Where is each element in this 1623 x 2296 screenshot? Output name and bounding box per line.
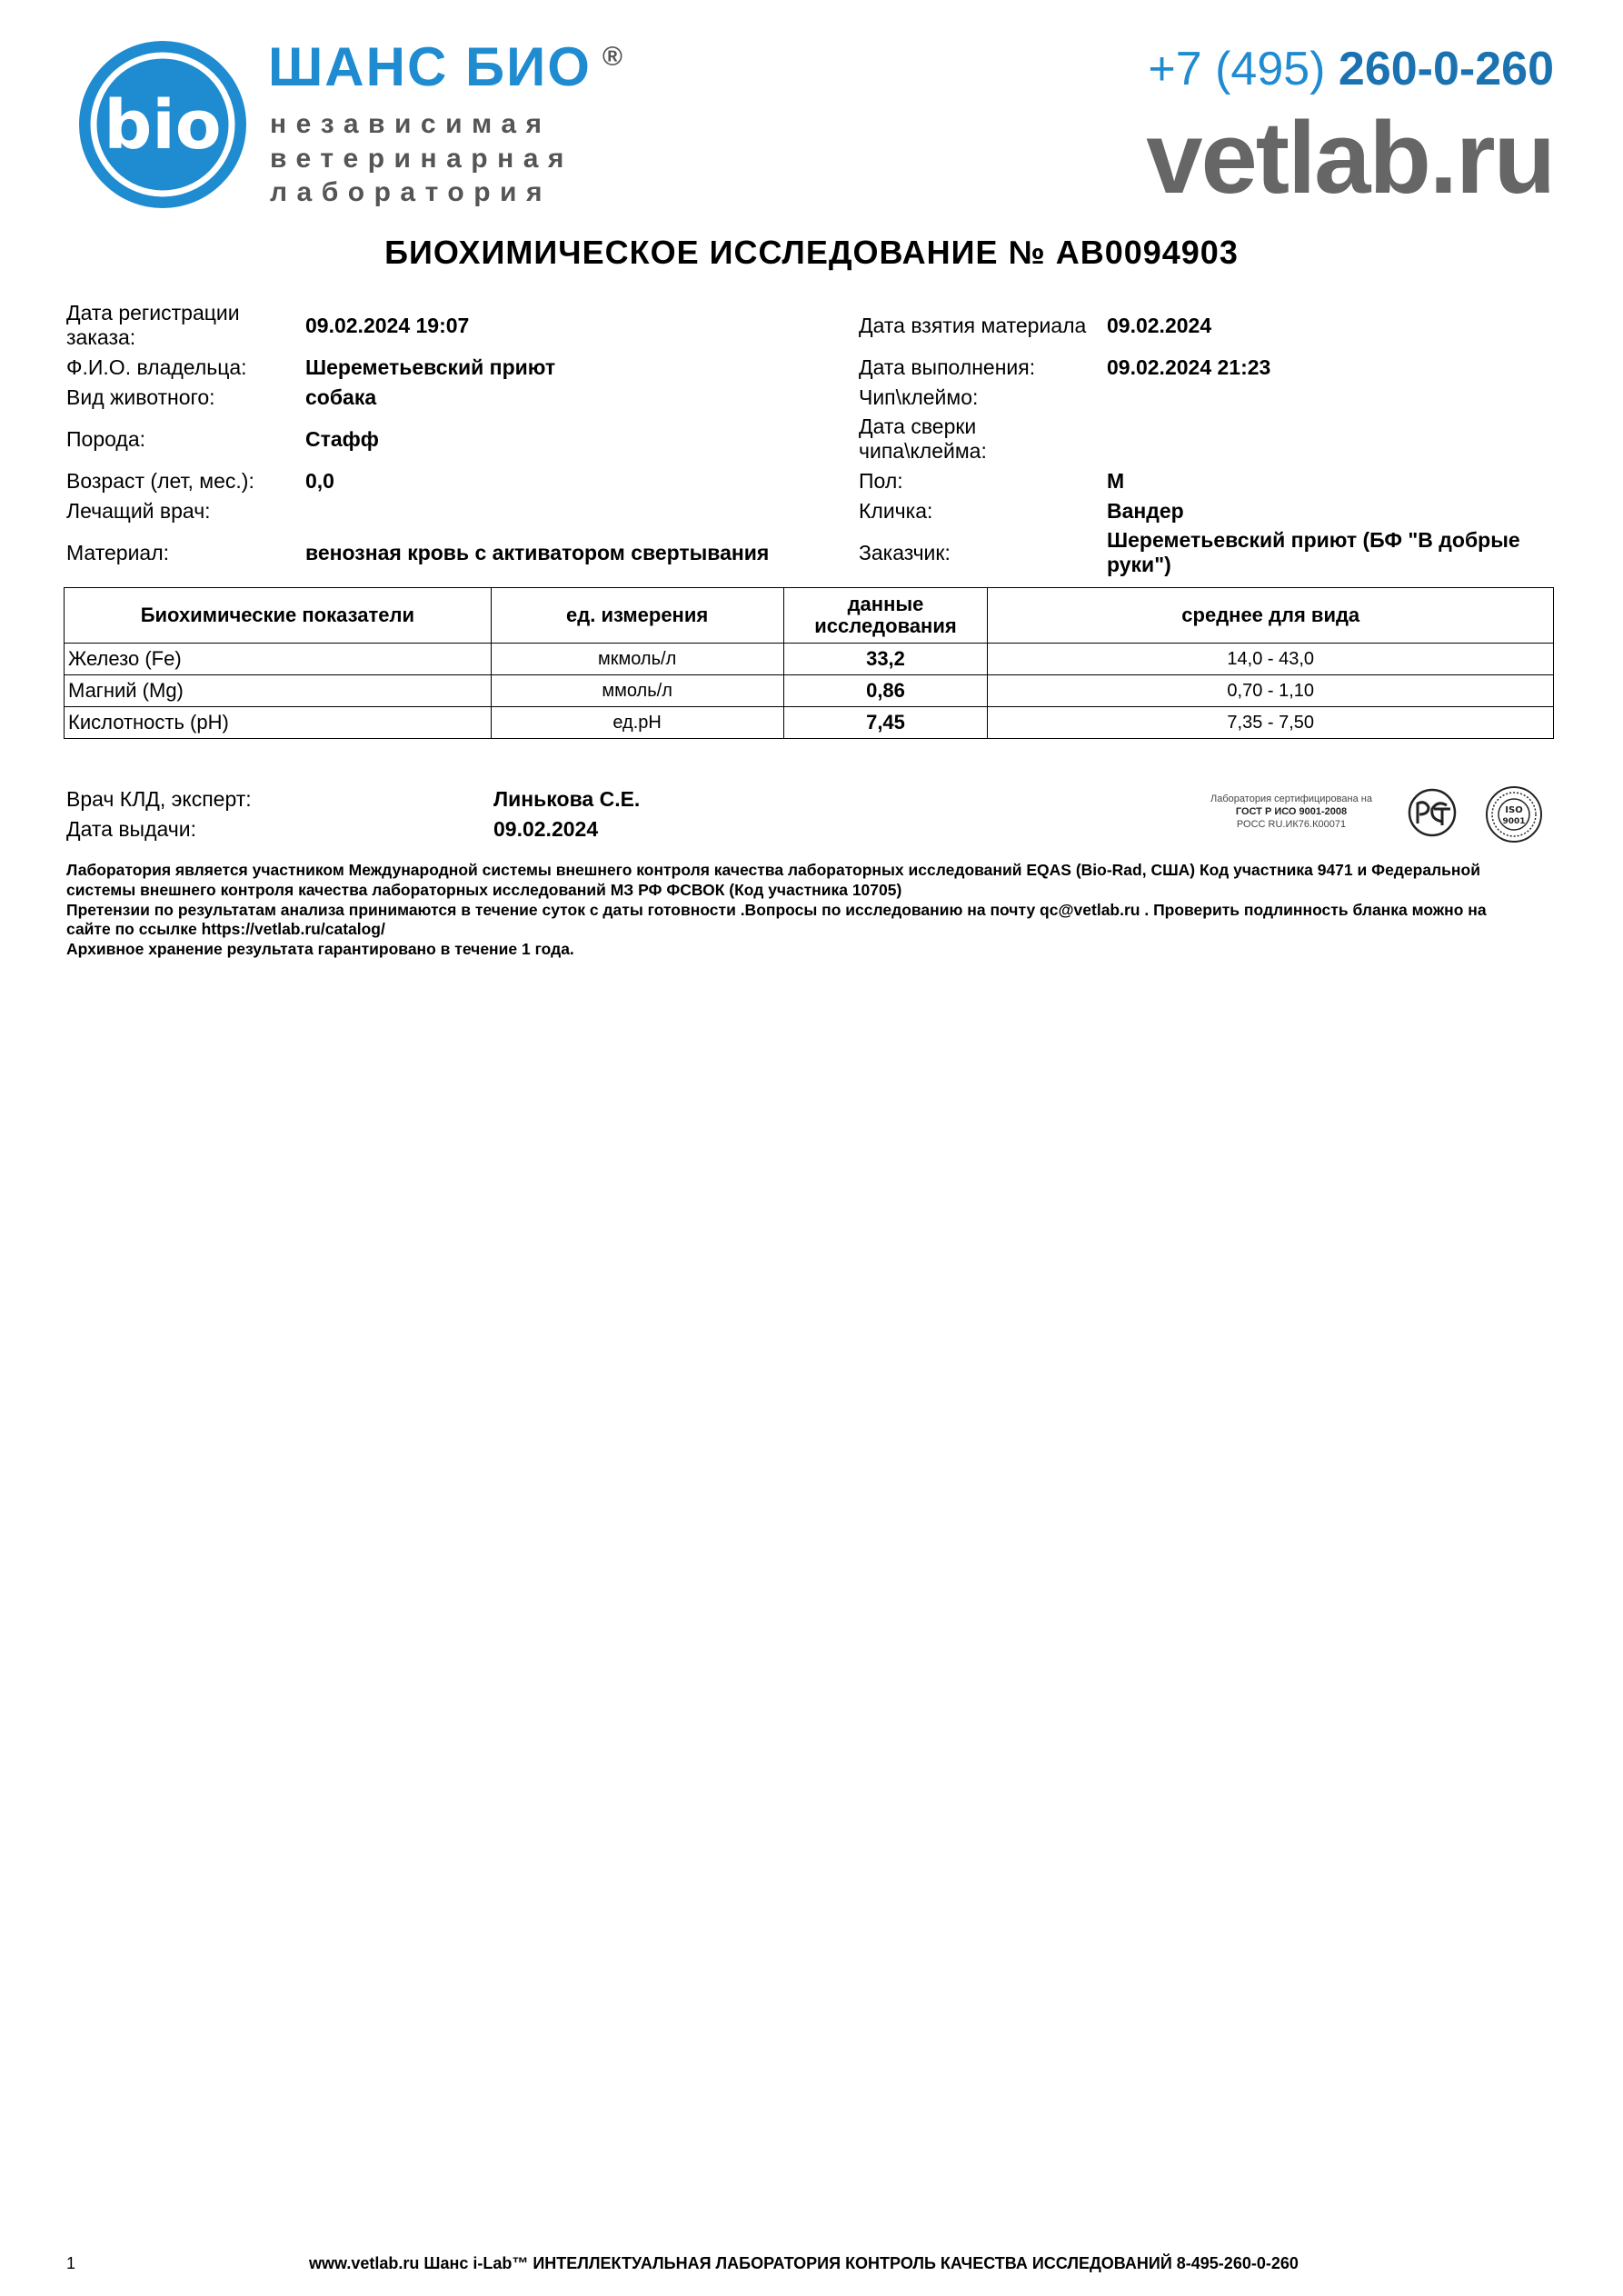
note-line: Претензии по результатам анализа принимаются в течение суток с даты готовности .Вопросы по исследованию на почту qc@vetlab.ru . Проверить подлинность бланка можно на	[66, 900, 1487, 919]
reg-date-label: Дата регистрации заказа:	[66, 301, 240, 349]
table-row	[65, 644, 1554, 675]
chip-check-label: Дата сверки чипа\клейма:	[859, 414, 987, 463]
header-param: Биохимические показатели	[65, 588, 492, 644]
param-name: Железо (Fe)	[65, 644, 492, 675]
age-value: 0,0	[305, 469, 334, 493]
doctor-label: Лечащий врач:	[66, 499, 211, 523]
pet-name-value: Вандер	[1107, 499, 1184, 523]
header-unit: ед. измерения	[491, 588, 783, 644]
customer-label: Заказчик:	[859, 541, 951, 564]
species-value: собака	[305, 385, 377, 409]
chip-label: Чип\клеймо:	[859, 385, 979, 409]
done-date-value: 09.02.2024 21:23	[1107, 355, 1271, 379]
param-value: 0,86	[783, 675, 988, 707]
site-link[interactable]: vetlab.ru	[1146, 101, 1554, 215]
brand-tagline-2: ветеринарная	[270, 144, 573, 174]
rst-mark-icon	[1407, 787, 1458, 838]
phone-number[interactable]: +7 (495) 260-0-260	[1148, 43, 1554, 95]
owner-label: Ф.И.О. владельца:	[66, 355, 247, 379]
issue-date-value: 09.02.2024	[493, 817, 599, 841]
species-label: Вид животного:	[66, 385, 215, 409]
material-value: венозная кровь с активатором свертывания	[305, 541, 770, 564]
customer-value: Шереметьевский приют (БФ "В добрые руки")	[1107, 528, 1520, 576]
footer-text: www.vetlab.ru Шанс i-Lab™ ИНТЕЛЛЕКТУАЛЬНАЯ ЛАБОРАТОРИЯ КОНТРОЛЬ КАЧЕСТВА ИССЛЕДОВАНИЙ 8-495-260-0-260	[309, 2254, 1299, 2272]
logo-text: bio	[104, 86, 222, 165]
bio-logo-icon	[75, 37, 250, 212]
param-name: Магний (Mg)	[65, 675, 492, 707]
svg-text:ISO: ISO	[1505, 805, 1523, 815]
param-unit: ммоль/л	[491, 675, 783, 707]
note-line: системы внешнего контроля качества лабораторных исследований МЗ РФ ФСВОК (Код участника 10705)	[66, 880, 902, 899]
param-value: 33,2	[783, 644, 988, 675]
certificate-text: Лаборатория сертифицирована на ГОСТ Р ИСО 9001-2008 РОСС RU.ИК76.К00071	[1210, 794, 1372, 830]
breed-label: Порода:	[66, 427, 146, 451]
pet-name-label: Кличка:	[859, 499, 933, 523]
expert-value: Линькова С.Е.	[493, 787, 641, 811]
table-row	[65, 707, 1554, 739]
note-line: сайте по ссылке https://vetlab.ru/catalog/	[66, 920, 385, 939]
brand-name: ШАНС БИО ®	[268, 36, 624, 97]
param-unit: ед.pH	[491, 707, 783, 739]
param-value: 7,45	[783, 707, 988, 739]
param-ref: 7,35 - 7,50	[988, 707, 1554, 739]
brand-tagline-3: лаборатория	[270, 177, 553, 207]
param-ref: 0,70 - 1,10	[988, 675, 1554, 707]
note-line: Архивное хранение результата гарантировано в течение 1 года.	[66, 940, 574, 959]
brand-tagline-1: независимая	[270, 109, 552, 139]
header-value: данные исследования	[783, 588, 988, 644]
registered-mark: ®	[602, 42, 624, 72]
document-title: БИОХИМИЧЕСКОЕ ИССЛЕДОВАНИЕ № AB0094903	[384, 234, 1239, 271]
sample-date-value: 09.02.2024	[1107, 314, 1212, 337]
done-date-label: Дата выполнения:	[859, 355, 1036, 379]
results-header-row	[65, 588, 1554, 644]
sex-label: Пол:	[859, 469, 903, 493]
param-ref: 14,0 - 43,0	[988, 644, 1554, 675]
material-label: Материал:	[66, 541, 170, 564]
header-ref: среднее для вида	[988, 588, 1554, 644]
svg-text:9001: 9001	[1502, 817, 1526, 826]
sample-date-label: Дата взятия материала	[859, 314, 1087, 337]
table-row	[65, 675, 1554, 707]
expert-label: Врач КЛД, эксперт:	[66, 787, 252, 811]
issue-date-label: Дата выдачи:	[66, 817, 196, 841]
reg-date-value: 09.02.2024 19:07	[305, 314, 470, 337]
owner-value: Шереметьевский приют	[305, 355, 556, 379]
results-table	[64, 587, 1554, 739]
iso-seal-icon	[1485, 785, 1543, 844]
param-name: Кислотность (pH)	[65, 707, 492, 739]
sex-value: М	[1107, 469, 1125, 493]
breed-value: Стафф	[305, 427, 379, 451]
page-number: 1	[66, 2254, 76, 2272]
lab-notes	[66, 861, 1566, 960]
note-line: Лаборатория является участником Международной системы внешнего контроля качества лабораторных исследований EQAS (Bio-Rad, США) Код участника 9471 и Федеральной	[66, 861, 1480, 879]
param-unit: мкмоль/л	[491, 644, 783, 675]
age-label: Возраст (лет, мес.):	[66, 469, 254, 493]
